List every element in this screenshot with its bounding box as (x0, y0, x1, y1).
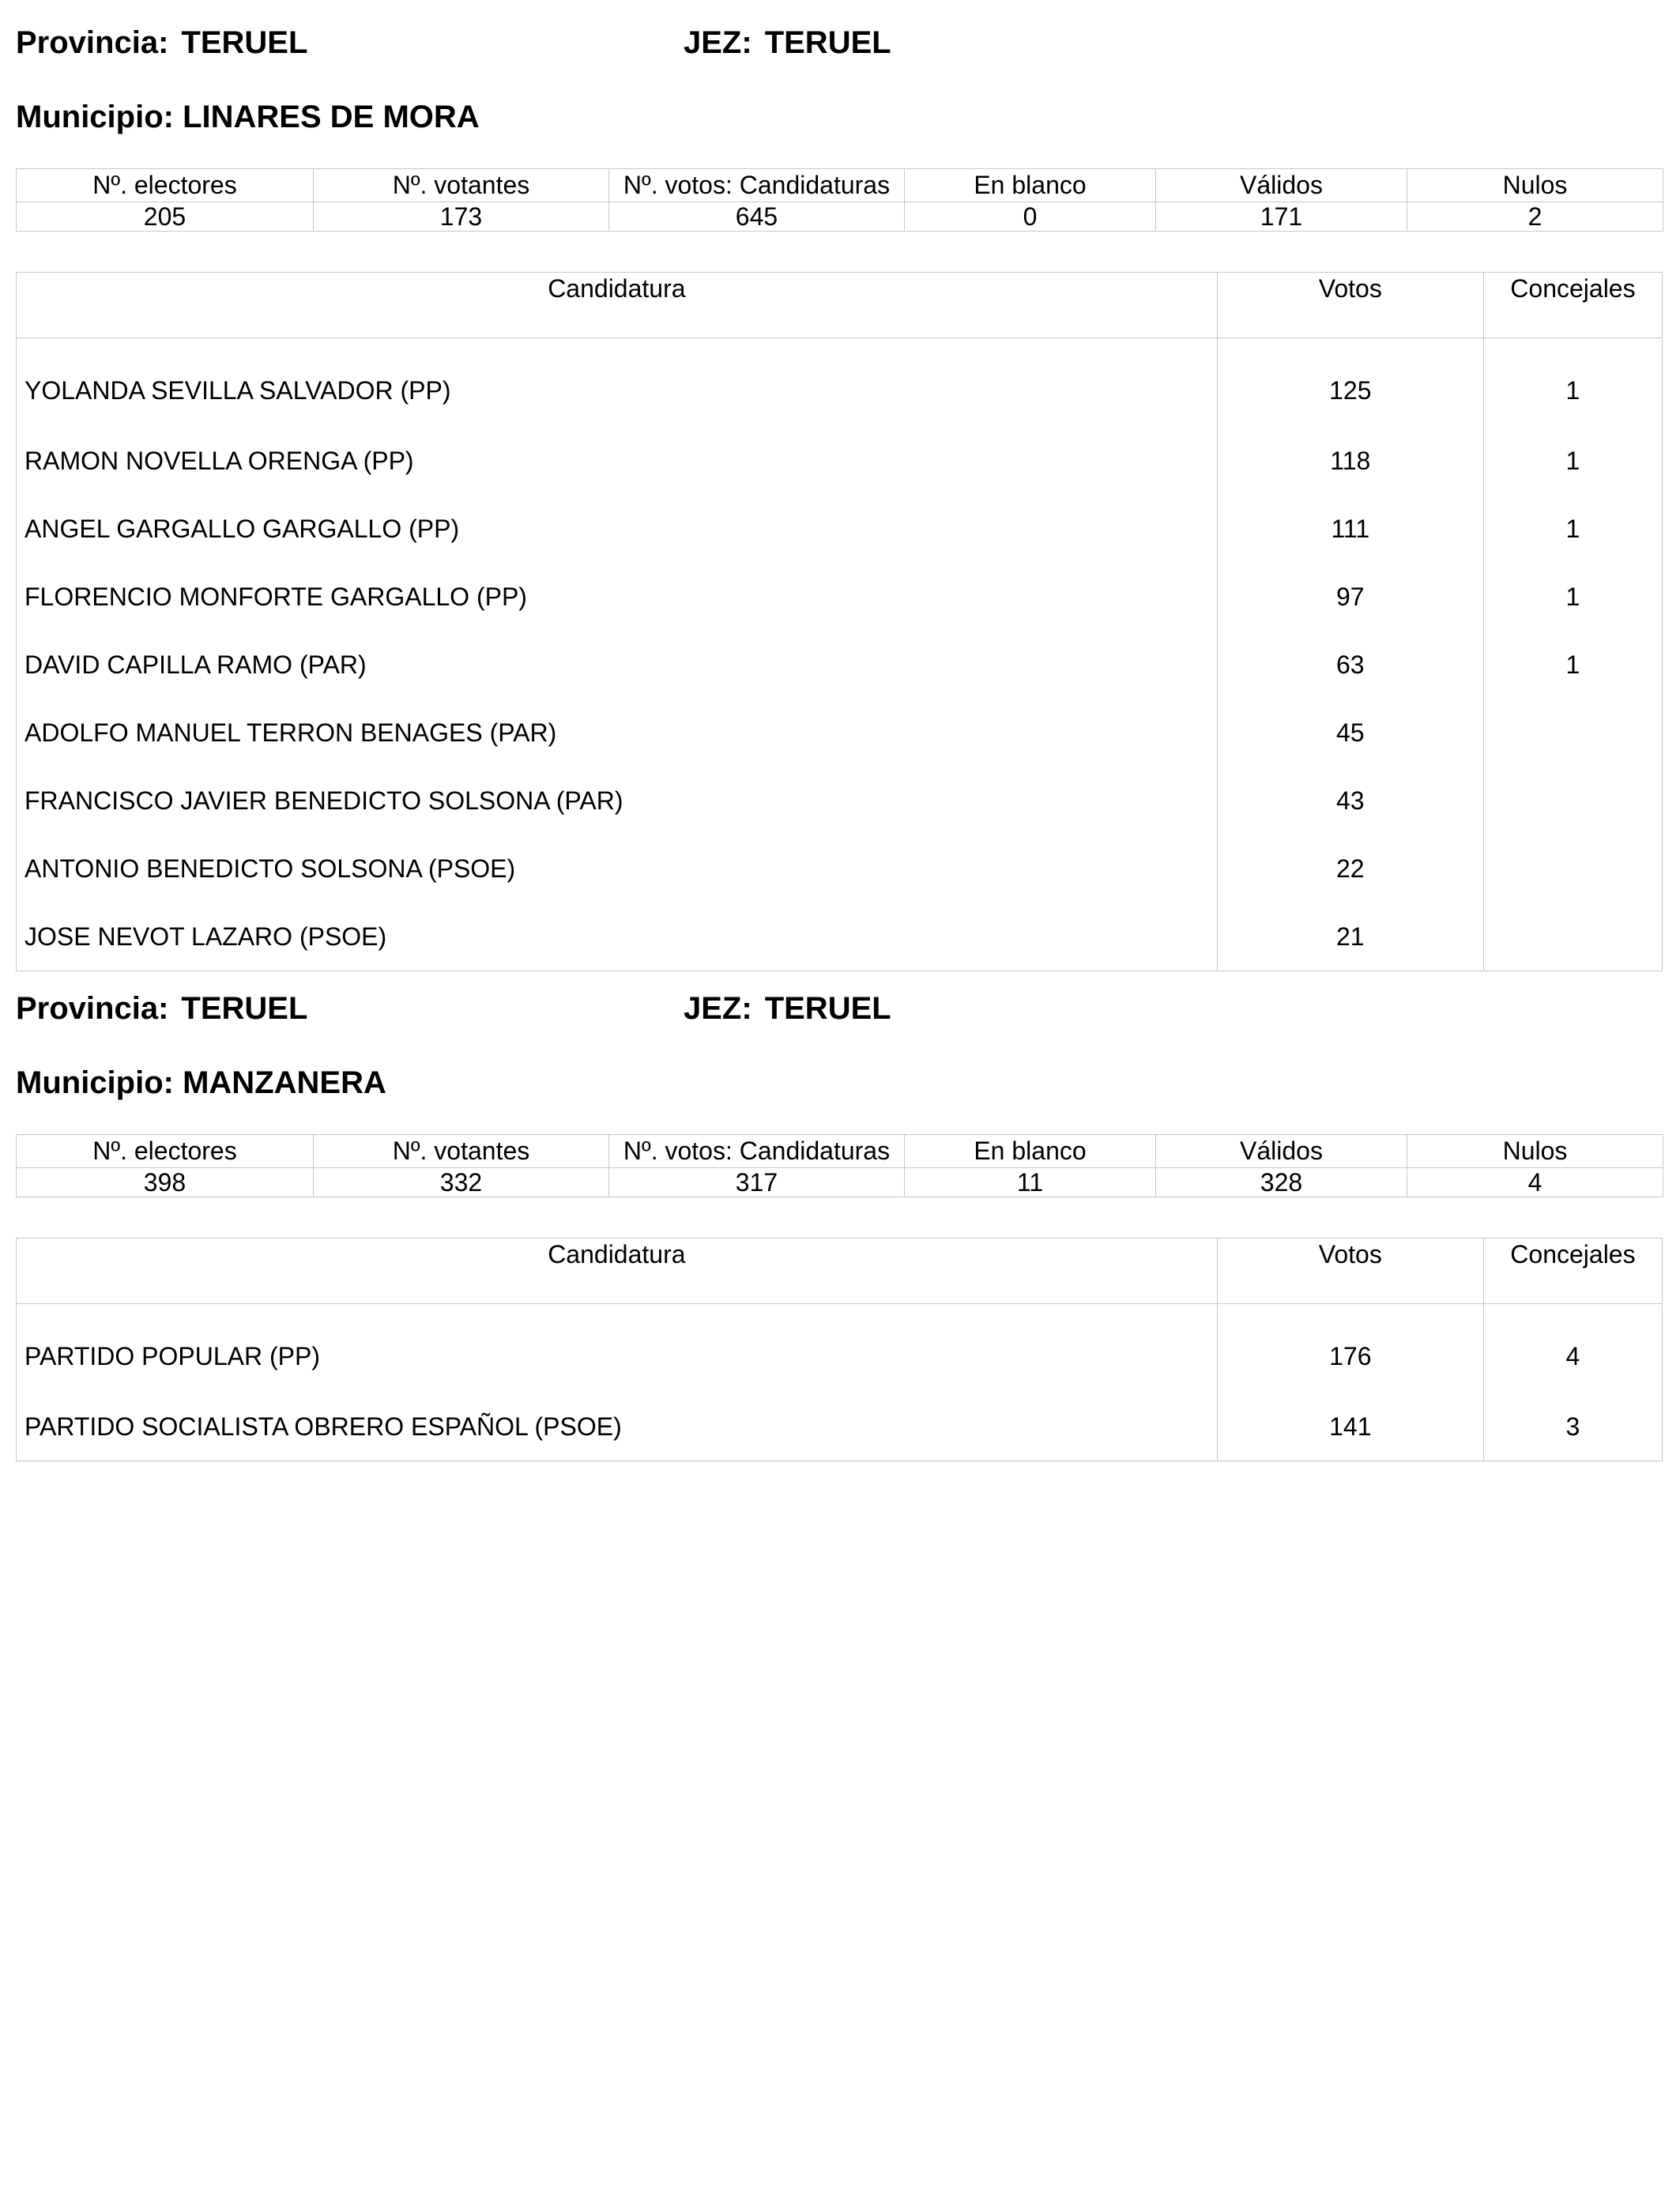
provincia-value: TERUEL (181, 991, 308, 1026)
table-row (17, 563, 1663, 631)
stats-header-cell: Nº. votantes (314, 1135, 609, 1168)
stats-value-row (17, 202, 1663, 232)
table-row (17, 903, 1663, 971)
candidate-name: ANGEL GARGALLO GARGALLO (PP) (24, 514, 460, 543)
provincia-label: Provincia: (16, 991, 169, 1026)
candidate-name: ANTONIO BENEDICTO SOLSONA (PSOE) (24, 854, 516, 883)
jez-heading (684, 991, 891, 1027)
stats-table (16, 1134, 1663, 1197)
table-row (17, 495, 1663, 563)
candidate-votos: 43 (1217, 767, 1483, 835)
provincia-label: Provincia: (16, 25, 169, 60)
candidate-concejales: 1 (1483, 338, 1662, 428)
candidate-name: FLORENCIO MONFORTE GARGALLO (PP) (24, 582, 527, 611)
candidate-name: PARTIDO SOCIALISTA OBRERO ESPAÑOL (PSOE) (24, 1412, 622, 1441)
candidate-name: ADOLFO MANUEL TERRON BENAGES (PAR) (24, 718, 557, 747)
candidate-votos: 21 (1217, 903, 1483, 971)
municipio-value: LINARES DE MORA (183, 100, 480, 134)
candidate-name: YOLANDA SEVILLA SALVADOR (PP) (24, 375, 451, 405)
table-row (17, 1393, 1663, 1461)
table-row (17, 338, 1663, 428)
table-row (17, 767, 1663, 835)
stats-value-cell: 11 (905, 1168, 1156, 1197)
candidate-votos: 118 (1217, 427, 1483, 495)
municipio-label: Municipio: (16, 100, 174, 134)
provincia-heading (16, 991, 307, 1027)
candidates-table (16, 272, 1663, 971)
stats-header-cell: Nº. electores (17, 1135, 314, 1168)
candidate-name: FRANCISCO JAVIER BENEDICTO SOLSONA (PAR) (24, 786, 623, 815)
table-row (17, 427, 1663, 495)
candidate-votos: 111 (1217, 495, 1483, 563)
candidate-votos: 176 (1217, 1304, 1483, 1393)
candidate-concejales: 4 (1483, 1304, 1662, 1393)
candidate-concejales (1483, 699, 1662, 767)
stats-value-cell: 317 (609, 1168, 905, 1197)
stats-header-cell: En blanco (905, 169, 1156, 202)
municipio-value: MANZANERA (183, 1065, 386, 1100)
candidate-votos: 63 (1217, 631, 1483, 699)
candidate-concejales: 1 (1483, 427, 1662, 495)
stats-header-row (17, 169, 1663, 202)
candidate-votos: 97 (1217, 563, 1483, 631)
stats-header-cell: Nulos (1407, 169, 1663, 202)
stats-value-cell: 332 (314, 1168, 609, 1197)
jez-label: JEZ: (684, 25, 752, 60)
col-candidatura: Candidatura (17, 273, 1218, 338)
candidate-votos: 125 (1217, 338, 1483, 428)
stats-header-cell: Nº. votantes (314, 169, 609, 202)
stats-header-cell: En blanco (905, 1135, 1156, 1168)
candidate-name: RAMON NOVELLA ORENGA (PP) (24, 446, 414, 475)
stats-value-cell: 173 (314, 202, 609, 232)
col-votos: Votos (1217, 273, 1483, 338)
stats-value-cell: 645 (609, 202, 905, 232)
candidates-header-row (17, 1238, 1663, 1304)
stats-value-cell: 4 (1407, 1168, 1663, 1197)
candidate-votos: 45 (1217, 699, 1483, 767)
stats-value-cell: 2 (1407, 202, 1663, 232)
stats-value-cell: 205 (17, 202, 314, 232)
jez-label: JEZ: (684, 991, 752, 1026)
candidate-concejales: 3 (1483, 1393, 1662, 1461)
table-row (17, 835, 1663, 903)
col-candidatura: Candidatura (17, 1238, 1218, 1304)
candidate-concejales (1483, 903, 1662, 971)
candidate-name: JOSE NEVOT LAZARO (PSOE) (24, 922, 387, 951)
candidate-name: PARTIDO POPULAR (PP) (24, 1341, 320, 1370)
jez-heading (684, 25, 891, 61)
stats-value-cell: 398 (17, 1168, 314, 1197)
col-concejales: Concejales (1483, 1238, 1662, 1304)
stats-value-cell: 0 (905, 202, 1156, 232)
candidate-concejales (1483, 767, 1662, 835)
col-votos: Votos (1217, 1238, 1483, 1304)
stats-header-cell: Válidos (1156, 169, 1407, 202)
municipio-label: Municipio: (16, 1065, 174, 1100)
candidate-concejales: 1 (1483, 495, 1662, 563)
stats-table (16, 168, 1663, 232)
stats-value-cell: 328 (1156, 1168, 1407, 1197)
stats-header-cell: Nº. votos: Candidaturas (609, 169, 905, 202)
candidates-header-row (17, 273, 1663, 338)
jez-value: TERUEL (764, 991, 891, 1026)
candidate-votos: 22 (1217, 835, 1483, 903)
jez-value: TERUEL (764, 25, 891, 60)
stats-header-cell: Válidos (1156, 1135, 1407, 1168)
candidate-name: DAVID CAPILLA RAMO (PAR) (24, 650, 367, 679)
candidate-votos: 141 (1217, 1393, 1483, 1461)
col-concejales: Concejales (1483, 273, 1662, 338)
provincia-heading (16, 25, 307, 61)
stats-value-cell: 171 (1156, 202, 1407, 232)
candidates-table (16, 1238, 1663, 1461)
table-row (17, 699, 1663, 767)
provincia-value: TERUEL (181, 25, 308, 60)
candidate-concejales: 1 (1483, 631, 1662, 699)
candidate-concejales: 1 (1483, 563, 1662, 631)
municipio-heading (16, 100, 480, 135)
stats-header-cell: Nulos (1407, 1135, 1663, 1168)
stats-header-row (17, 1135, 1663, 1168)
stats-value-row (17, 1168, 1663, 1197)
municipio-heading (16, 1065, 386, 1101)
stats-header-cell: Nº. votos: Candidaturas (609, 1135, 905, 1168)
table-row (17, 631, 1663, 699)
stats-header-cell: Nº. electores (17, 169, 314, 202)
candidate-concejales (1483, 835, 1662, 903)
table-row (17, 1304, 1663, 1393)
